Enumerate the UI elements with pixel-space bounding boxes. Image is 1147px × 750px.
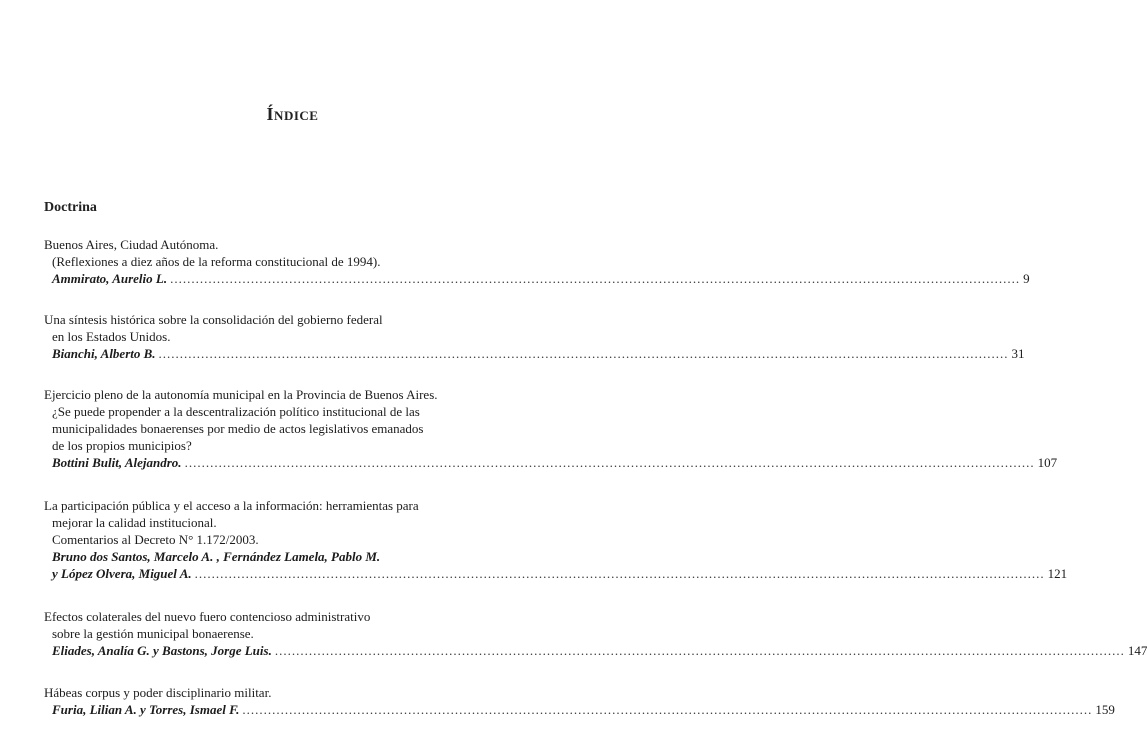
entry-title-line: municipalidades bonaerenses por medio de actos legislativos emanados [52, 421, 424, 436]
entry-title-line: Buenos Aires, Ciudad Autónoma. [44, 237, 219, 252]
entry-page-number: 147 [1127, 643, 1147, 658]
entry-page-number: 159 [1095, 702, 1115, 717]
entry-title-line: (Reflexiones a diez años de la reforma constitucional de 1994). [52, 254, 381, 269]
toc-entry [44, 386, 1058, 471]
entry-author: Bianchi, Alberto B. [52, 346, 156, 361]
entry-title-line: La participación pública y el acceso a la información: herramientas para [44, 498, 419, 513]
toc-entry [44, 684, 1115, 718]
entry-title-line: sobre la gestión municipal bonaerense. [52, 626, 254, 641]
entry-title-line: Comentarios al Decreto N° 1.172/2003. [52, 532, 259, 547]
entry-page-number: 121 [1047, 566, 1068, 581]
entry-author: Bruno dos Santos, Marcelo A. , Fernández Lamela, Pablo M. [52, 549, 381, 564]
entry-author: Furia, Lilian A. y Torres, Ismael F. [52, 702, 240, 717]
entry-author-row [44, 642, 1147, 659]
entry-title-line: Efectos colaterales del nuevo fuero contencioso administrativo [44, 609, 371, 624]
entry-title-line: Ejercicio pleno de la autonomía municipal en la Provincia de Buenos Aires. [44, 387, 438, 402]
entry-author-row [44, 270, 1030, 287]
dot-leader: ........................................................................................................................................................................................................ [242, 702, 1093, 717]
entry-author-row [44, 454, 1058, 471]
entry-author-row [44, 701, 1115, 718]
toc-entry [44, 497, 1068, 582]
toc-entry [44, 236, 1030, 287]
dot-leader: ........................................................................................................................................................................................................ [170, 271, 1021, 286]
dot-leader: ........................................................................................................................................................................................................ [274, 643, 1125, 658]
entry-author-row [44, 565, 1068, 582]
dot-leader: ........................................................................................................................................................................................................ [184, 455, 1035, 470]
entry-author-row [44, 345, 1025, 362]
entry-page-number: 9 [1023, 271, 1030, 286]
entry-author: y López Olvera, Miguel A. [52, 566, 192, 581]
entry-page-number: 31 [1011, 346, 1025, 361]
entry-title-line: ¿Se puede propender a la descentralización político institucional de las [52, 404, 420, 419]
section-heading: Doctrina [44, 200, 97, 215]
entry-title-line: Una síntesis histórica sobre la consolidación del gobierno federal [44, 312, 383, 327]
page-title: Índice [266, 104, 319, 124]
entry-author: Eliades, Analía G. y Bastons, Jorge Luis. [52, 643, 272, 658]
entry-page-number: 107 [1037, 455, 1058, 470]
dot-leader: ........................................................................................................................................................................................................ [158, 346, 1009, 361]
entry-title-line: en los Estados Unidos. [52, 329, 171, 344]
entry-title-line: de los propios municipios? [52, 438, 192, 453]
entry-author: Ammirato, Aurelio L. [52, 271, 168, 286]
dot-leader: ........................................................................................................................................................................................................ [194, 566, 1045, 581]
entry-author: Bottini Bulit, Alejandro. [52, 455, 182, 470]
toc-entry [44, 311, 1025, 362]
entry-title-line: Hábeas corpus y poder disciplinario militar. [44, 685, 272, 700]
entry-title-line: mejorar la calidad institucional. [52, 515, 217, 530]
toc-entry [44, 608, 1147, 659]
